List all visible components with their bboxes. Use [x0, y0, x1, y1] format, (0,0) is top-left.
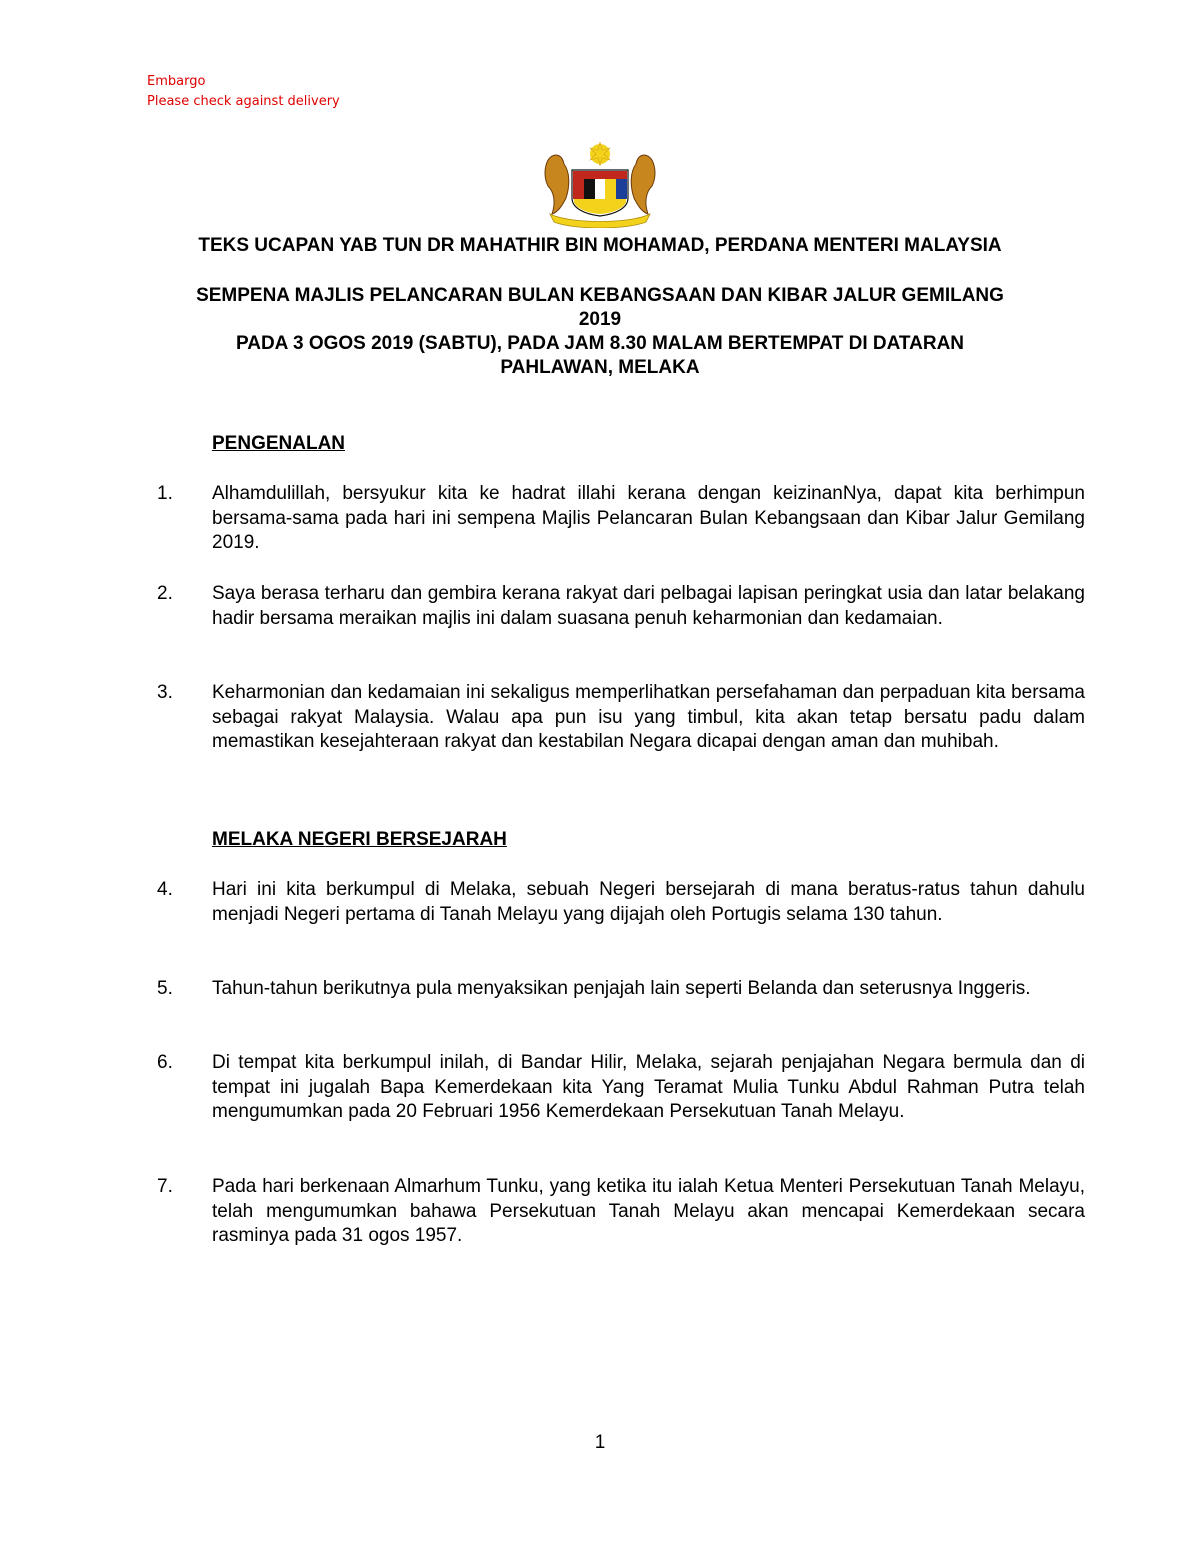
page-number: 1	[594, 1432, 606, 1453]
paragraph-number: 2.	[157, 583, 173, 604]
paragraph-text: Pada hari berkenaan Almarhum Tunku, yang ketika itu ialah Ketua Menteri Persekutuan Tanah Melayu, telah mengumumkan bahawa Persekutuan Tanah Melayu akan mencapai Kemerdekaan secara rasminya pada 31 ogos 1957.	[212, 1176, 1085, 1247]
coat-of-arms-emblem	[540, 142, 660, 228]
delivery-note: Please check against delivery	[147, 94, 340, 109]
event-title-line: PAHLAWAN, MELAKA	[500, 357, 700, 378]
paragraph-text: Tahun-tahun berikutnya pula menyaksikan penjajah lain seperti Belanda dan seterusnya Inggeris.	[212, 978, 1031, 999]
event-title-line: SEMPENA MAJLIS PELANCARAN BULAN KEBANGSAAN DAN KIBAR JALUR GEMILANG	[196, 285, 1004, 306]
section-heading: PENGENALAN	[212, 433, 346, 454]
paragraph-text: Saya berasa terharu dan gembira kerana rakyat dari pelbagai lapisan peringkat usia dan latar belakang hadir bersama meraikan majlis ini dalam suasana penuh keharmonian dan kedamaian.	[212, 583, 1085, 629]
paragraph-number: 5.	[157, 978, 173, 999]
paragraph-number: 6.	[157, 1052, 173, 1073]
shield-icon	[572, 170, 628, 216]
paragraph	[157, 878, 1085, 927]
paragraph-number: 3.	[157, 682, 173, 703]
star-icon	[590, 142, 610, 166]
paragraph	[157, 582, 1085, 631]
embargo-label: Embargo	[147, 74, 206, 89]
left-tiger-icon	[545, 155, 569, 214]
paragraph	[157, 1175, 1085, 1249]
event-title-line: PADA 3 OGOS 2019 (SABTU), PADA JAM 8.30 MALAM BERTEMPAT DI DATARAN	[235, 333, 965, 354]
paragraph-text: Hari ini kita berkumpul di Melaka, sebuah Negeri bersejarah di mana beratus-ratus tahun dahulu menjadi Negeri pertama di Tanah Melayu yang dijajah oleh Portugis selama 130 tahun.	[212, 879, 1085, 925]
document-title: TEKS UCAPAN YAB TUN DR MAHATHIR BIN MOHAMAD, PERDANA MENTERI MALAYSIA	[198, 235, 1002, 256]
paragraph	[157, 1051, 1085, 1125]
embargo-notice	[147, 72, 340, 112]
paragraph-number: 4.	[157, 879, 173, 900]
paragraph-number: 7.	[157, 1176, 173, 1197]
paragraph-number: 1.	[157, 483, 173, 504]
paragraph	[157, 482, 1085, 556]
paragraph-text: Alhamdulillah, bersyukur kita ke hadrat illahi kerana dengan keizinanNya, dapat kita berhimpun bersama-sama pada hari ini sempena Majlis Pelancaran Bulan Kebangsaan dan Kibar Jalur Gemilang 2019.	[212, 483, 1085, 554]
event-title-line: 2019	[578, 309, 622, 330]
paragraph-text: Keharmonian dan kedamaian ini sekaligus memperlihatkan persefahaman dan perpaduan kita bersama sebagai rakyat Malaysia. Walau apa pun isu yang timbul, kita akan tetap bersatu padu dalam memastikan kesejahteraan rakyat dan kestabilan Negara dicapai dengan aman dan muhibah.	[212, 682, 1085, 753]
paragraph	[157, 977, 1085, 1002]
paragraph-text: Di tempat kita berkumpul inilah, di Bandar Hilir, Melaka, sejarah penjajahan Negara bermula dan di tempat ini jugalah Bapa Kemerdekaan kita Yang Teramat Mulia Tunku Abdul Rahman Putra telah mengumumkan pada 20 Februari 1956 Kemerdekaan Persekutuan Tanah Melayu.	[212, 1052, 1085, 1123]
right-tiger-icon	[631, 155, 655, 214]
section-heading: MELAKA NEGERI BERSEJARAH	[212, 829, 507, 850]
event-title	[100, 284, 1100, 380]
paragraph	[157, 681, 1085, 755]
